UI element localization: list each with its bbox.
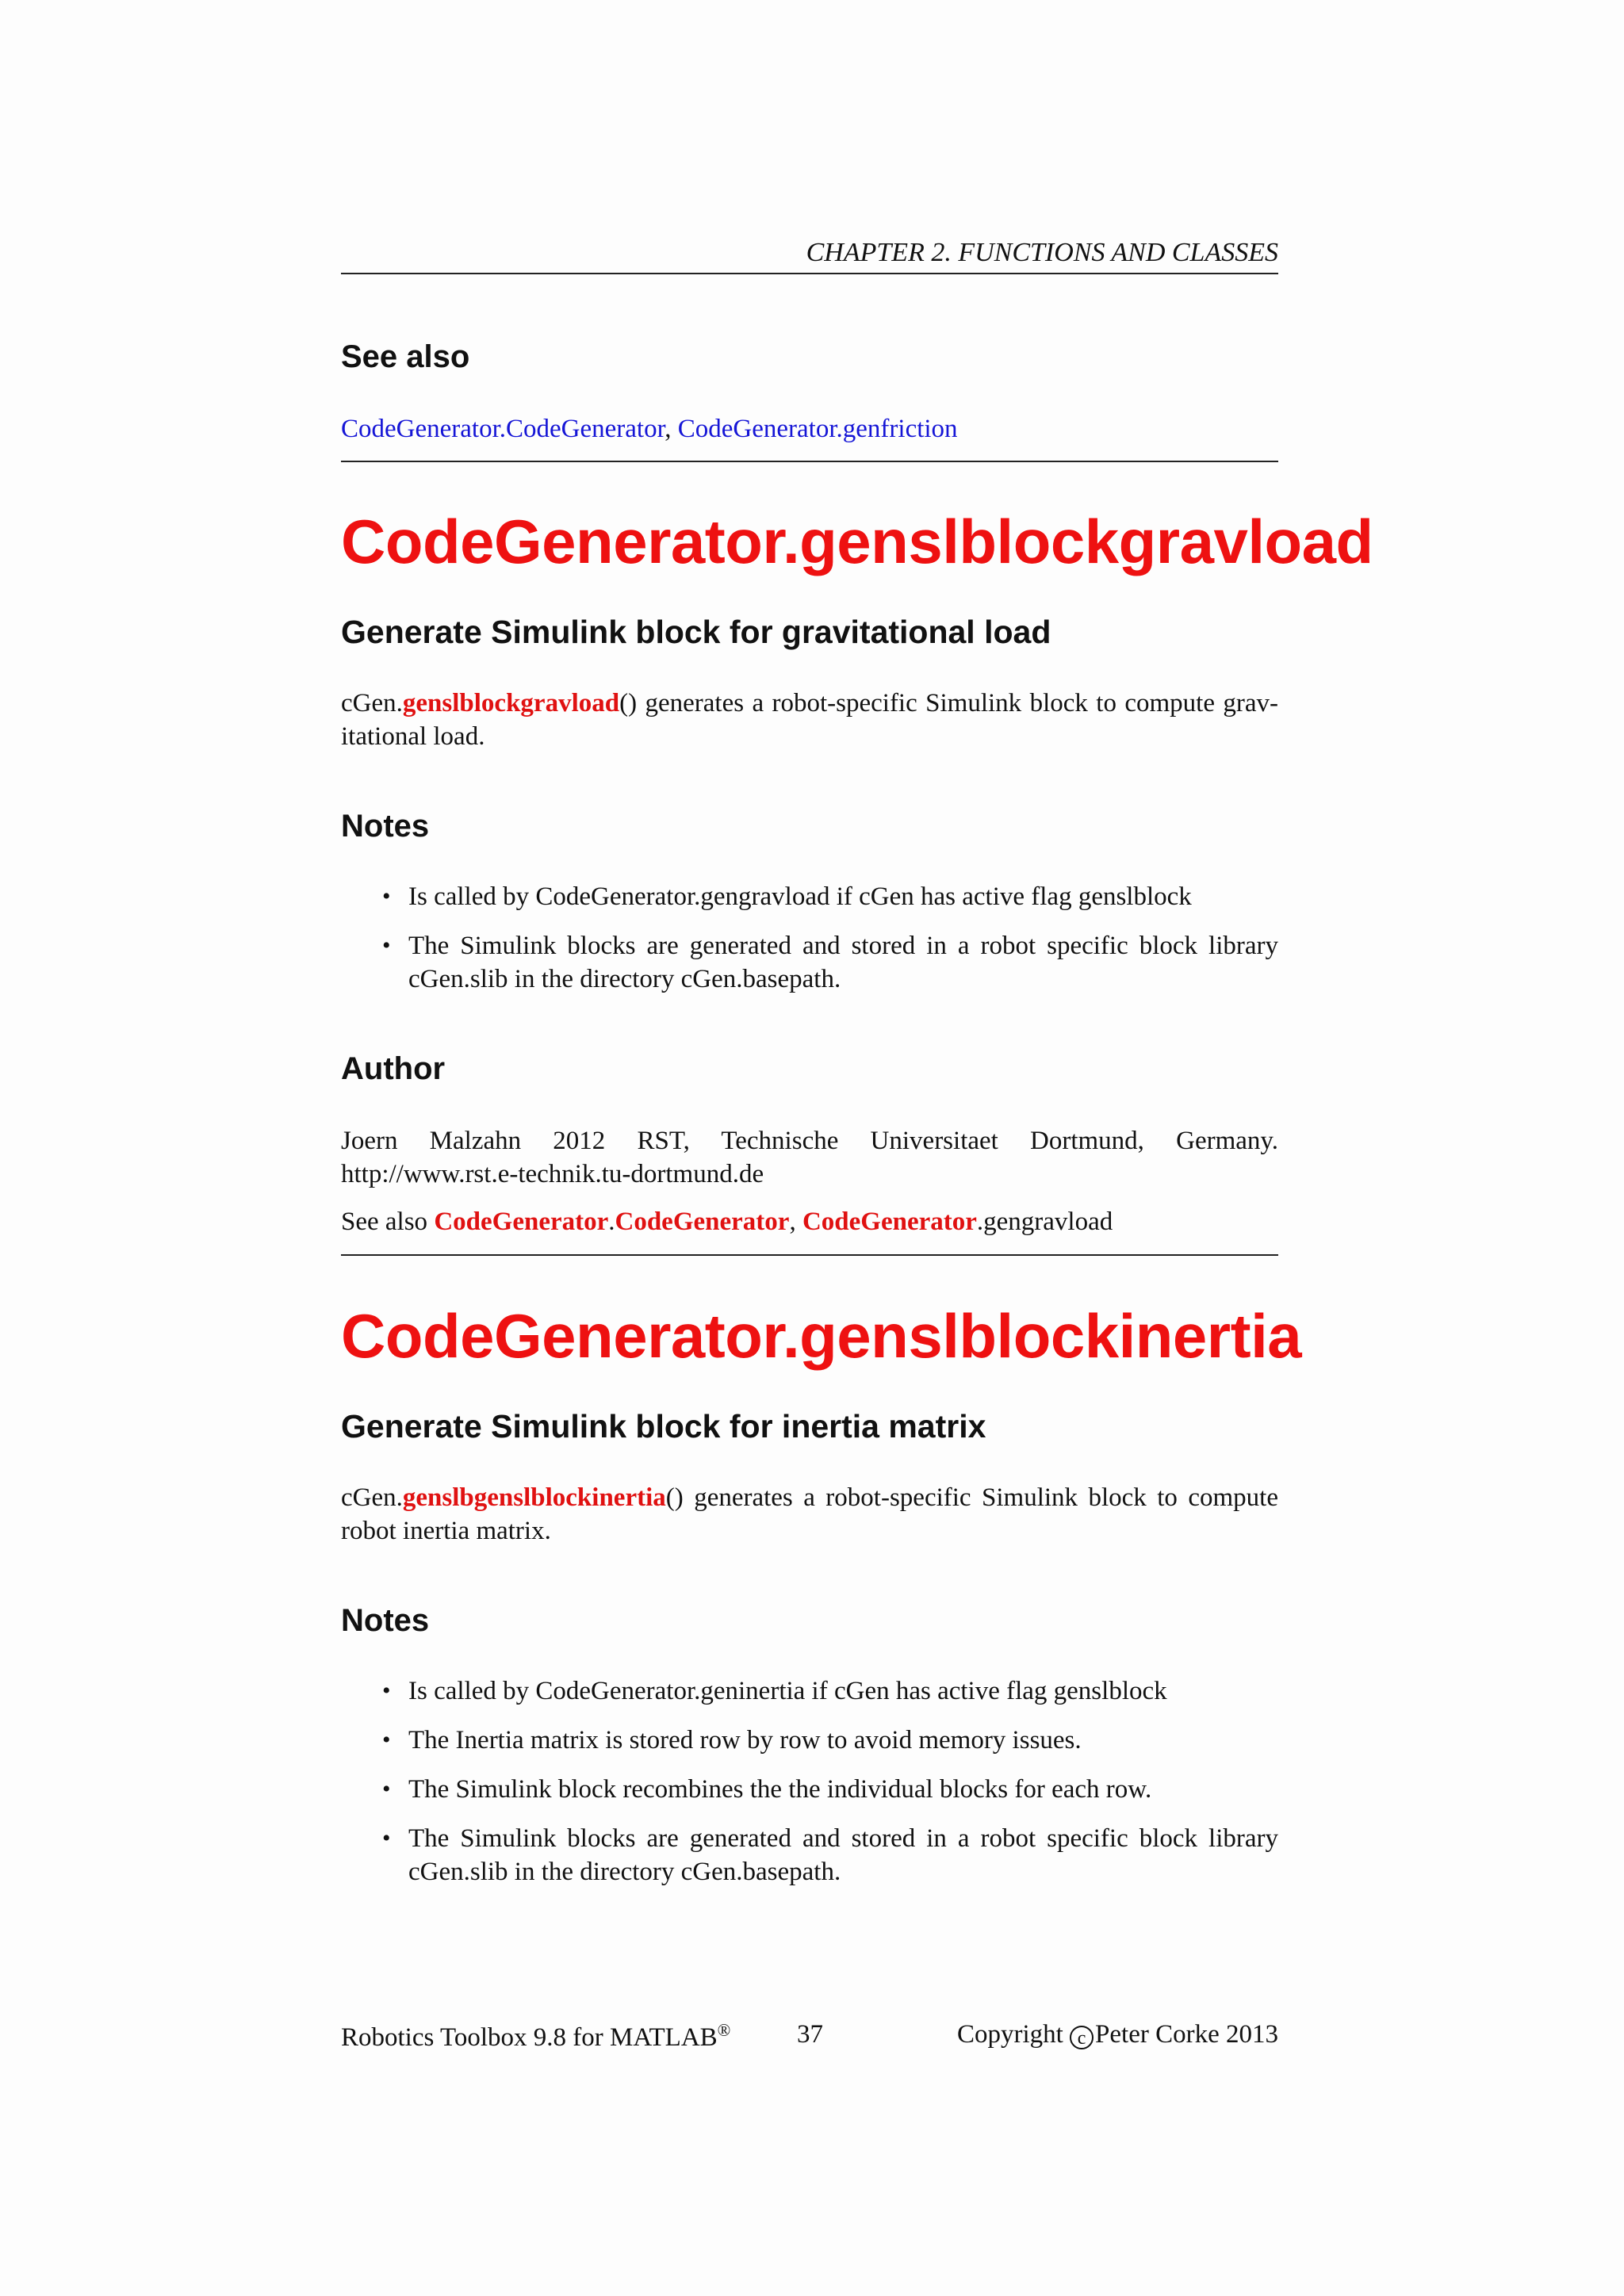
inertia-description [341,1481,1278,1548]
bullet-icon: • [382,1776,391,1802]
list-item: • The Simulink blocks are generated and stored in a robot specific block library cGen.slib in the directory cGen.basepath. [341,929,1278,996]
gravload-description [341,687,1278,753]
bullet-icon: • [382,932,391,959]
link-codegenerator-codegenerator[interactable]: CodeGenerator.CodeGenerator [341,415,665,443]
bullet-icon: • [382,1825,391,1851]
see-also-ref[interactable]: CodeGenerator [802,1207,977,1236]
list-item: • The Simulink blocks are generated and stored in a robot specific block library cGen.slib in the directory cGen.basepath. [341,1822,1278,1888]
page-number: 37 [797,2020,823,2049]
list-item: • The Simulink block recombines the the individual blocks for each row. [341,1773,1278,1806]
see-also-separator: , [665,415,678,443]
section-subtitle-inertia: Generate Simulink block for inertia matrix [341,1408,986,1445]
author-heading: Author [341,1051,446,1086]
bullet-icon: • [382,1727,391,1753]
bullet-icon: • [382,1678,391,1704]
link-codegenerator-genfriction[interactable]: CodeGenerator.genfriction [677,415,958,443]
desc-rest: () generates a robot-specific Simulink block to compute robot inertia matrix. [341,1483,1278,1545]
see-also-ref[interactable]: CodeGenerator [615,1207,790,1236]
notes-list-inertia [341,1674,1278,1904]
section-subtitle-gravload: Generate Simulink block for gravitational load [341,614,1051,650]
section-title-genslblockgravload: CodeGenerator.genslblockgravload [341,507,1373,576]
see-also-gravload: See also CodeGenerator.CodeGenerator, CodeGenerator.gengravload [341,1207,1113,1236]
desc-function-name: genslbgenslblockinertia [402,1483,666,1512]
notes-heading-gravload: Notes [341,809,430,844]
section-title-genslblockinertia: CodeGenerator.genslblockinertia [341,1301,1302,1371]
desc-rest: () generates a robot-specific Simulink block to compute grav-itational load. [341,689,1278,751]
author-text: Joern Malzahn 2012 RST, Technische Universitaet Dortmund, Germany. http://www.rst.e-technik.tu-dortmund.de [341,1127,1278,1188]
running-header: CHAPTER 2. FUNCTIONS AND CLASSES [341,238,1278,274]
section-divider [341,461,1278,462]
notes-list-gravload [341,880,1278,1012]
desc-function-name: genslblockgravload [402,689,620,718]
registered-icon: ® [717,2020,731,2040]
list-item: • Is called by CodeGenerator.geninertia if cGen has active flag genslblock [341,1674,1278,1708]
list-item: • Is called by CodeGenerator.gengravload if cGen has active flag genslblock [341,880,1278,913]
copyright-icon: c [1070,2026,1094,2049]
desc-prefix: cGen. [341,689,403,718]
list-item: • The Inertia matrix is stored row by row to avoid memory issues. [341,1724,1278,1757]
see-also-links [341,412,1278,446]
section-divider [341,1254,1278,1256]
footer-copyright: Copyright c Peter Corke 2013 [956,2020,1278,2049]
see-also-ref[interactable]: CodeGenerator [434,1207,609,1236]
bullet-icon: • [382,883,391,909]
document-page [341,0,1373,2296]
footer-title: Robotics Toolbox 9.8 for MATLAB® [341,2020,731,2052]
desc-prefix: cGen. [341,1483,403,1512]
notes-heading-inertia: Notes [341,1603,430,1638]
see-also-heading: See also [341,339,470,374]
